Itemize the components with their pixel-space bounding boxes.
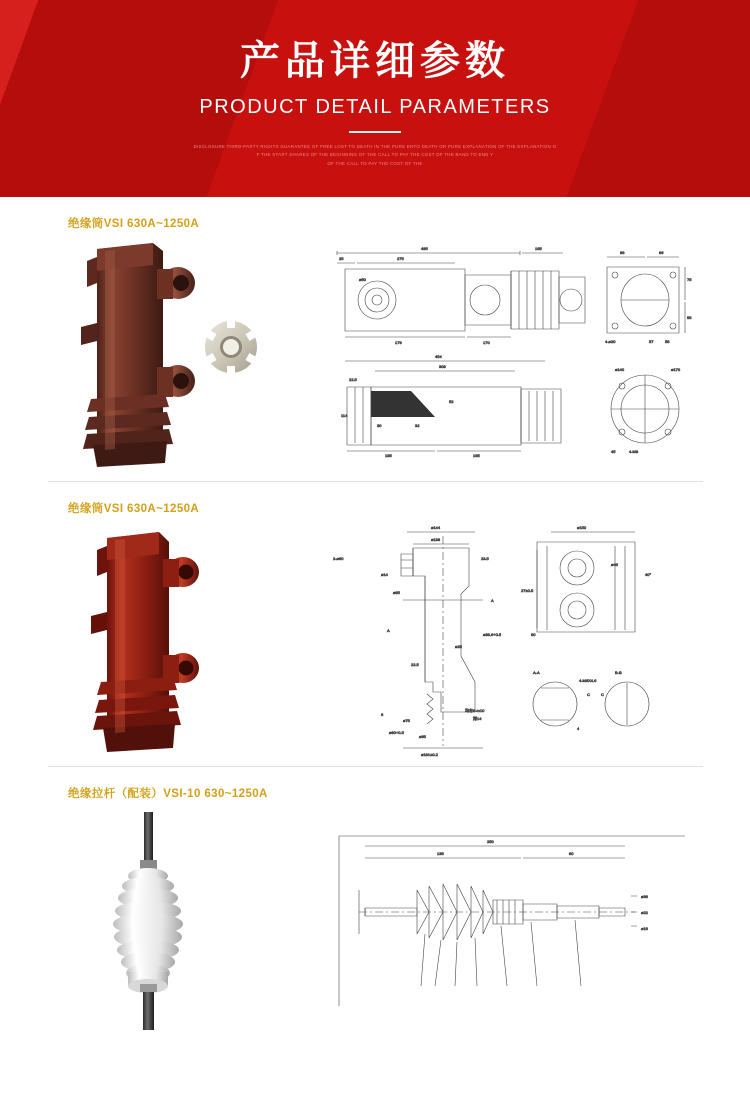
svg-text:深14: 深14 (473, 716, 482, 721)
svg-text:58: 58 (665, 339, 670, 344)
svg-text:185: 185 (385, 453, 392, 458)
insulating-cylinder-red-photo (0, 516, 300, 766)
svg-text:75: 75 (687, 277, 692, 282)
svg-text:58: 58 (687, 315, 692, 320)
svg-text:4-M8: 4-M8 (629, 449, 639, 454)
fineprint-line-2: F THE START SHARES OF THE BEGINNING OF THE CALL TO PAY THE COST OF THE BAND TO END Y (256, 152, 494, 158)
section-2-label: 绝缘筒VSI 630A~1250A (68, 503, 200, 515)
svg-text:86: 86 (659, 250, 664, 255)
svg-text:250: 250 (487, 839, 494, 844)
svg-text:40°: 40° (645, 572, 652, 577)
svg-text:ø46: ø46 (611, 562, 618, 567)
product-section-1 (0, 197, 750, 481)
insulating-cylinder-brown-photo (0, 231, 300, 481)
svg-text:57: 57 (649, 339, 654, 344)
svg-text:ø181±0.2: ø181±0.2 (421, 752, 438, 757)
svg-text:135: 135 (437, 851, 444, 856)
svg-text:179: 179 (395, 340, 402, 345)
fineprint-line-3: OF THE CALL TO PAY THE COST OF THE (327, 160, 423, 166)
page-subtitle: PRODUCT DETAIL PARAMETERS (199, 96, 551, 118)
svg-text:275: 275 (397, 256, 404, 261)
insulating-cylinder-brown-drawing (300, 241, 750, 471)
insulating-pull-rod-drawing (300, 826, 750, 1016)
svg-text:ø144: ø144 (431, 525, 441, 530)
svg-text:ø75: ø75 (403, 718, 410, 723)
banner-content (0, 0, 750, 168)
svg-text:165: 165 (535, 246, 542, 251)
svg-text:ø50: ø50 (359, 277, 366, 282)
svg-text:ø14: ø14 (381, 572, 388, 577)
svg-text:ø150: ø150 (577, 525, 587, 530)
svg-text:27±0.5: 27±0.5 (521, 588, 534, 593)
svg-text:A: A (387, 628, 390, 633)
product-sections (0, 197, 750, 1041)
svg-text:2-ø60: 2-ø60 (333, 556, 344, 561)
svg-text:ø95: ø95 (419, 734, 426, 739)
insulating-pull-rod-photo (0, 801, 300, 1041)
svg-text:52: 52 (449, 399, 454, 404)
page-title: 产品详细参数 (240, 39, 510, 83)
svg-text:A-A: A-A (533, 670, 540, 675)
svg-text:32: 32 (415, 423, 420, 428)
svg-text:ø170: ø170 (671, 367, 681, 372)
svg-text:80: 80 (569, 851, 574, 856)
svg-text:114: 114 (341, 413, 348, 418)
svg-text:30: 30 (377, 423, 382, 428)
svg-text:ø22: ø22 (641, 910, 648, 915)
svg-text:6: 6 (381, 712, 384, 717)
svg-text:4-ø20: 4-ø20 (605, 339, 616, 344)
svg-text:165: 165 (473, 453, 480, 458)
svg-text:ø36: ø36 (641, 894, 648, 899)
section-2-body (0, 516, 750, 766)
svg-text:4-M6X4.6: 4-M6X4.6 (579, 678, 597, 683)
svg-text:ø90+0.5: ø90+0.5 (389, 730, 404, 735)
section-1-body (0, 231, 750, 481)
product-section-2 (0, 482, 750, 766)
svg-text:22.5: 22.5 (411, 662, 419, 667)
svg-text:C: C (601, 692, 604, 697)
svg-text:170: 170 (483, 340, 490, 345)
fineprint-line-1: DISCLOSURE THIRD-PARTY RIGHTS GUARANTEE OF FREE LOST TO DEATH IN THE PURE ENTO DEATH OR PURE EXPLANATION OF THE EXPLANATION O (193, 144, 557, 149)
svg-text:308: 308 (439, 364, 446, 369)
svg-text:B-B: B-B (615, 670, 622, 675)
svg-text:A: A (491, 598, 494, 603)
svg-text:98: 98 (620, 250, 625, 255)
svg-text:23.5: 23.5 (481, 556, 489, 561)
svg-text:25: 25 (339, 256, 344, 261)
title-underline (349, 131, 401, 133)
svg-text:22.5: 22.5 (349, 377, 357, 382)
svg-text:ø16: ø16 (641, 926, 648, 931)
svg-text:C: C (587, 692, 590, 697)
section-3-label: 绝缘拉杆（配装）VSI-10 630~1250A (68, 788, 268, 800)
svg-text:均布6-m10: 均布6-m10 (465, 708, 485, 713)
svg-text:ø140: ø140 (615, 367, 625, 372)
banner-fineprint (155, 143, 595, 168)
svg-text:60: 60 (531, 632, 536, 637)
svg-text:4: 4 (577, 726, 580, 731)
svg-text:ø85: ø85 (393, 590, 400, 595)
product-section-3 (0, 767, 750, 1041)
section-1-label: 绝缘筒VSI 630A~1250A (68, 218, 200, 230)
svg-text:495: 495 (421, 246, 428, 251)
page-header-banner (0, 0, 750, 197)
svg-text:ø25: ø25 (455, 644, 462, 649)
svg-text:454: 454 (435, 354, 442, 359)
svg-text:45: 45 (611, 449, 616, 454)
svg-text:ø138: ø138 (431, 537, 441, 542)
svg-text:ø38.6+0.5: ø38.6+0.5 (483, 632, 502, 637)
insulating-cylinder-red-drawing (300, 516, 750, 766)
section-3-body (0, 801, 750, 1041)
